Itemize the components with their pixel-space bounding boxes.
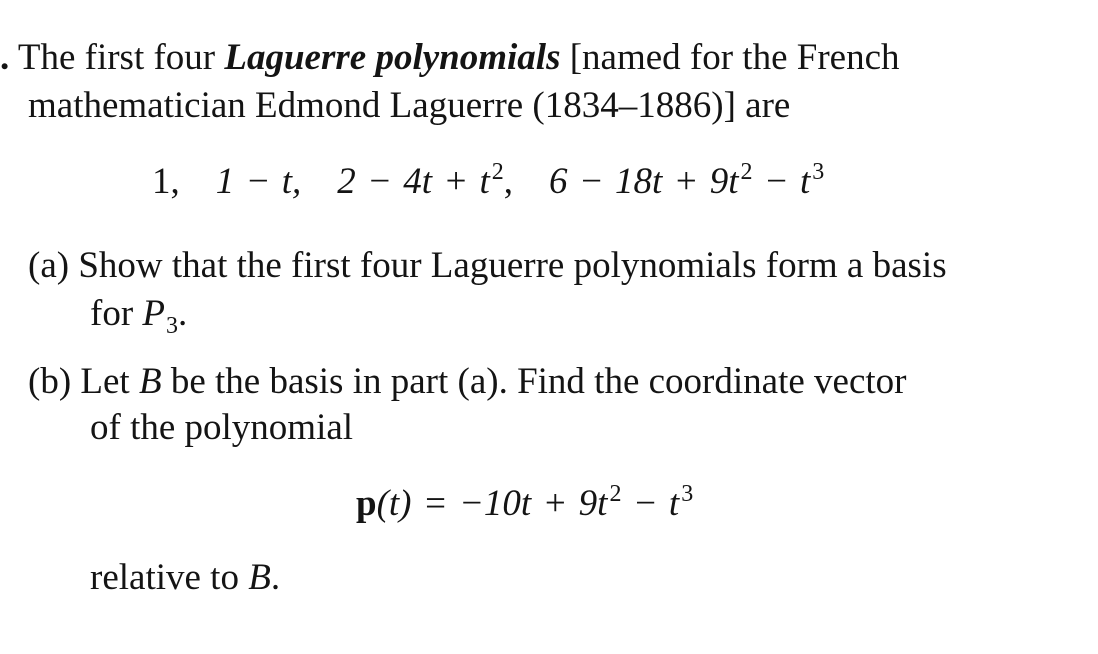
polynomial-list <box>152 160 824 208</box>
part-a-line-1 <box>28 244 947 288</box>
intro-text-after: [named for the French <box>560 37 900 78</box>
part-b-line-2: of the polynomial <box>90 407 354 448</box>
problem-intro-line-2: mathematician Edmond Laguerre (1834–1886)] are <box>28 85 791 126</box>
basis-symbol: B <box>138 361 162 402</box>
polynomial-1: 1 − t, <box>215 161 302 202</box>
part-b-line-1: (b) Let B be the basis in part (a). Find the coordinate vector <box>28 361 907 402</box>
laguerre-term: Laguerre polynomials <box>224 37 561 78</box>
space-symbol: P <box>142 293 166 334</box>
polynomial-3: $6 - 18t + 9t^2 - t^3$ <box>549 159 825 202</box>
polynomial-equation: $p(t) = -10t + 9t^2 - t^3$ <box>356 481 694 524</box>
polynomial-0: 1, <box>152 161 180 202</box>
part-a-label: (a) <box>28 245 70 286</box>
part-b-label: (b) <box>28 361 72 402</box>
problem-intro-line-1 <box>0 36 900 80</box>
part-a-text: Show that the first four Laguerre polynomials form a basis <box>78 245 947 286</box>
part-a-line-2: for $P_3$. <box>90 293 188 339</box>
polynomial-2: $2 - 4t + t^2$, <box>337 159 513 202</box>
problem-number: . <box>0 37 10 78</box>
intro-text: The first four <box>17 37 225 78</box>
part-b-line-3: relative to B. <box>90 557 281 598</box>
basis-symbol-ref: B <box>248 557 271 598</box>
